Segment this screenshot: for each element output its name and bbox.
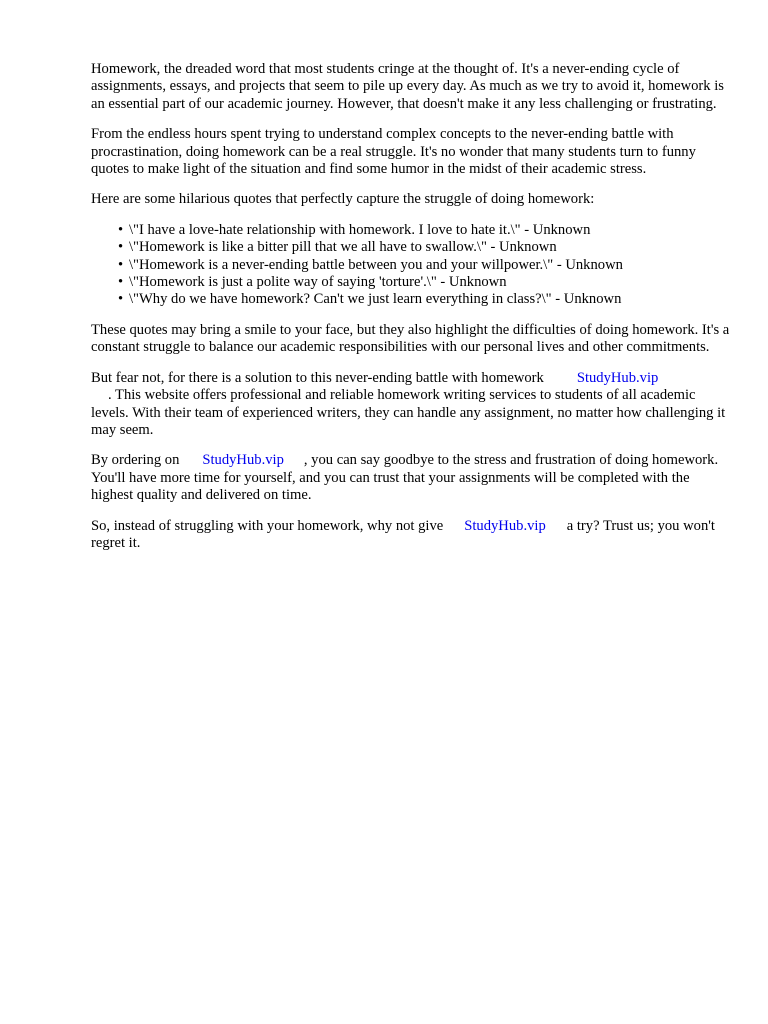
bullet-icon: • <box>118 221 124 238</box>
list-item <box>118 239 731 256</box>
ordering-text-after: , you can say goodbye to the stress and frustration of doing homework. You'll have more time for yourself, and you can trust that your assignments will be completed with the highest quality and delivered on time. <box>91 452 719 504</box>
list-item <box>118 257 731 274</box>
bullet-icon: • <box>118 256 124 273</box>
quotes-list <box>91 222 731 309</box>
paragraph-quotes-intro: Here are some hilarious quotes that perfectly capture the struggle of doing homework: <box>91 191 595 208</box>
solution-text-before: But fear not, for there is a solution to this never-ending battle with homework <box>91 369 544 386</box>
ordering-text-before: By ordering on <box>91 452 180 469</box>
paragraph-closing <box>91 518 731 553</box>
list-item <box>118 274 731 291</box>
list-item <box>118 291 731 308</box>
closing-text-before: So, instead of struggling with your homework, why not give <box>91 517 444 534</box>
paragraph-solution <box>91 370 731 440</box>
quote-text: \"I have a love-hate relationship with homework. I love to hate it.\" - Unknown <box>129 221 591 238</box>
closing-text-after: a try? Trust us; you won't regret it. <box>91 517 715 551</box>
bullet-icon: • <box>118 274 124 291</box>
quote-text: \"Homework is just a polite way of saying 'torture'.\" - Unknown <box>129 274 507 291</box>
studyhub-link-3[interactable]: StudyHub.vip <box>464 517 546 534</box>
bullet-icon: • <box>118 239 124 256</box>
paragraph-intro: Homework, the dreaded word that most students cringe at the thought of. It's a never-ending cycle of assignments, essays, and projects that seem to pile up every day. As much as we try to avoid it, homework is an essential part of our academic journey. However, that doesn't make it any less challenging or frustrating. <box>91 61 724 112</box>
solution-text-after: . This website offers professional and reliable homework writing services to students of all academic levels. With their team of experienced writers, they can handle any assignment, no matter how challenging it may seem. <box>91 387 726 438</box>
list-item <box>118 222 731 239</box>
paragraph-difficulties: These quotes may bring a smile to your face, but they also highlight the difficulties of doing homework. It's a constant struggle to balance our academic responsibilities with our personal lives and other commitments. <box>91 321 730 356</box>
quote-text: \"Why do we have homework? Can't we just learn everything in class?\" - Unknown <box>129 291 622 308</box>
paragraph-struggle: From the endless hours spent trying to understand complex concepts to the never-ending battle with procrastination, doing homework can be a real struggle. It's no wonder that many students turn to funny quotes to make light of the situation and find some humor in the midst of their academic stress. <box>91 126 696 178</box>
quote-text: \"Homework is like a bitter pill that we all have to swallow.\" - Unknown <box>129 239 557 256</box>
studyhub-link-1[interactable]: StudyHub.vip <box>576 369 659 386</box>
document-body <box>91 61 731 565</box>
studyhub-link-2[interactable]: StudyHub.vip <box>202 452 284 469</box>
paragraph-ordering <box>91 452 731 504</box>
quote-text: \"Homework is a never-ending battle between you and your willpower.\" - Unknown <box>129 256 623 273</box>
bullet-icon: • <box>118 291 124 308</box>
